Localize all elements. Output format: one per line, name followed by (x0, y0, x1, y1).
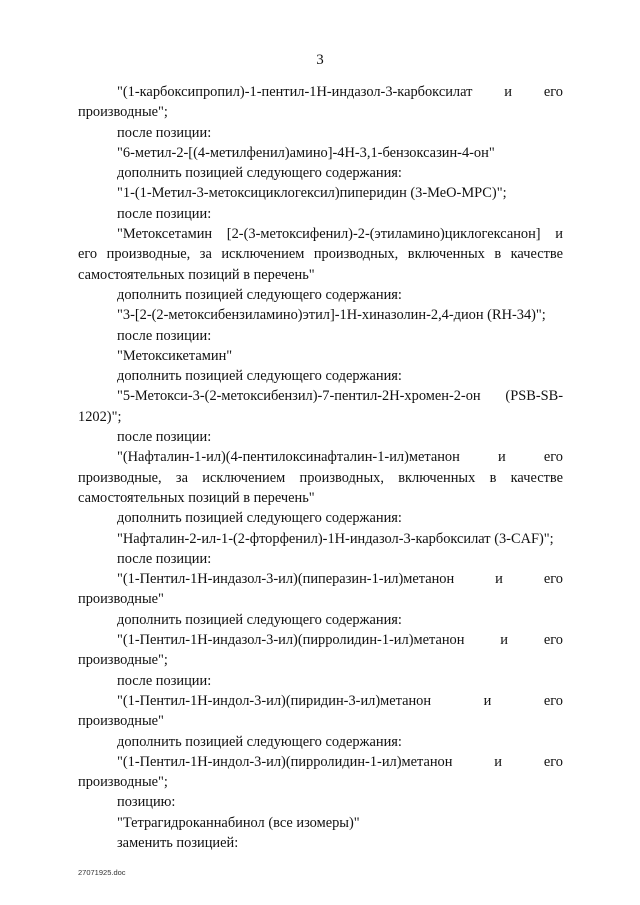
position-text: "5-Метокси-3-(2-метоксибензил)-7-пентил-2Н-хромен-2-он (PSB-SB-1202)"; (78, 388, 563, 425)
instruction-add-position: дополнить позицией следующего содержания: (117, 510, 402, 527)
paragraph-line: "(1-Пентил-1Н-индол-3-ил)(пиридин-3-ил)метанон и его (117, 692, 563, 709)
page-number: 3 (316, 52, 324, 68)
paragraph-line: "(1-Пентил-1Н-индазол-3-ил)(пирролидин-1-ил)метанон и его (117, 632, 563, 649)
paragraph-line: производные" (78, 591, 164, 608)
position-text (78, 630, 563, 671)
instruction-add-position: дополнить позицией следующего содержания: (117, 368, 402, 385)
instruction-position: позицию: (117, 794, 176, 811)
position-text: "Тетрагидроканнабинол (все изомеры)" (117, 814, 360, 831)
instruction-add-position: дополнить позицией следующего содержания: (117, 611, 402, 628)
paragraph-line: производные"; (78, 104, 168, 121)
position-text: "3-[2-(2-метоксибензиламино)этил]-1Н-хиназолин-2,4-дион (RH-34)"; (117, 307, 546, 324)
instruction-after-position: после позиции: (117, 124, 212, 141)
paragraph-line: производные"; (78, 774, 168, 791)
paragraph-line: "(1-Пентил-1Н-индазол-3-ил)(пиперазин-1-ил)метанон и его (117, 571, 563, 588)
position-text (78, 691, 563, 732)
document-filename: 27071925.doc (78, 868, 126, 877)
instruction-add-position: дополнить позицией следующего содержания: (117, 165, 402, 182)
instruction-after-position: после позиции: (117, 672, 212, 689)
paragraph-carboxypropyl (78, 82, 563, 123)
position-text (78, 752, 563, 793)
position-text: "6-метил-2-[(4-метилфенил)амино]-4Н-3,1-бензоксазин-4-он" (117, 144, 495, 161)
position-text: "(Нафталин-1-ил)(4-пентилоксинафталин-1-ил)метанон и его производные, за исключением производных, включенных в качестве самостоятельных позиций в перечень" (78, 449, 563, 506)
instruction-after-position: после позиции: (117, 550, 212, 567)
paragraph-line: производные" (78, 713, 164, 730)
paragraph-line: "(1-Пентил-1Н-индол-3-ил)(пирролидин-1-ил)метанон и его (117, 753, 563, 770)
instruction-after-position: после позиции: (117, 205, 212, 222)
position-text: "Нафталин-2-ил-1-(2-фторфенил)-1Н-индазол-3-карбоксилат (3-CAF)"; (117, 530, 554, 547)
paragraph-line: "(1-карбоксипропил)-1-пентил-1Н-индазол-3-карбоксилат и его (117, 84, 563, 100)
instruction-add-position: дополнить позицией следующего содержания: (117, 733, 402, 750)
instruction-add-position: дополнить позицией следующего содержания: (117, 286, 402, 303)
position-text: "1-(1-Метил-3-метоксициклогексил)пиперидин (3-МеО-МРС)"; (117, 185, 507, 202)
position-text: "Метоксикетамин" (117, 347, 233, 364)
paragraph-line: производные"; (78, 652, 168, 669)
instruction-after-position: после позиции: (117, 429, 212, 446)
instruction-after-position: после позиции: (117, 327, 212, 344)
document-body (78, 82, 563, 853)
position-text: "Метоксетамин [2-(3-метоксифенил)-2-(этиламино)циклогексанон] и его производные, за исключением производных, включенных в качестве самостоятельных позиций в перечень" (78, 226, 563, 283)
instruction-replace-position: заменить позицией: (117, 834, 239, 851)
position-text (78, 569, 563, 610)
